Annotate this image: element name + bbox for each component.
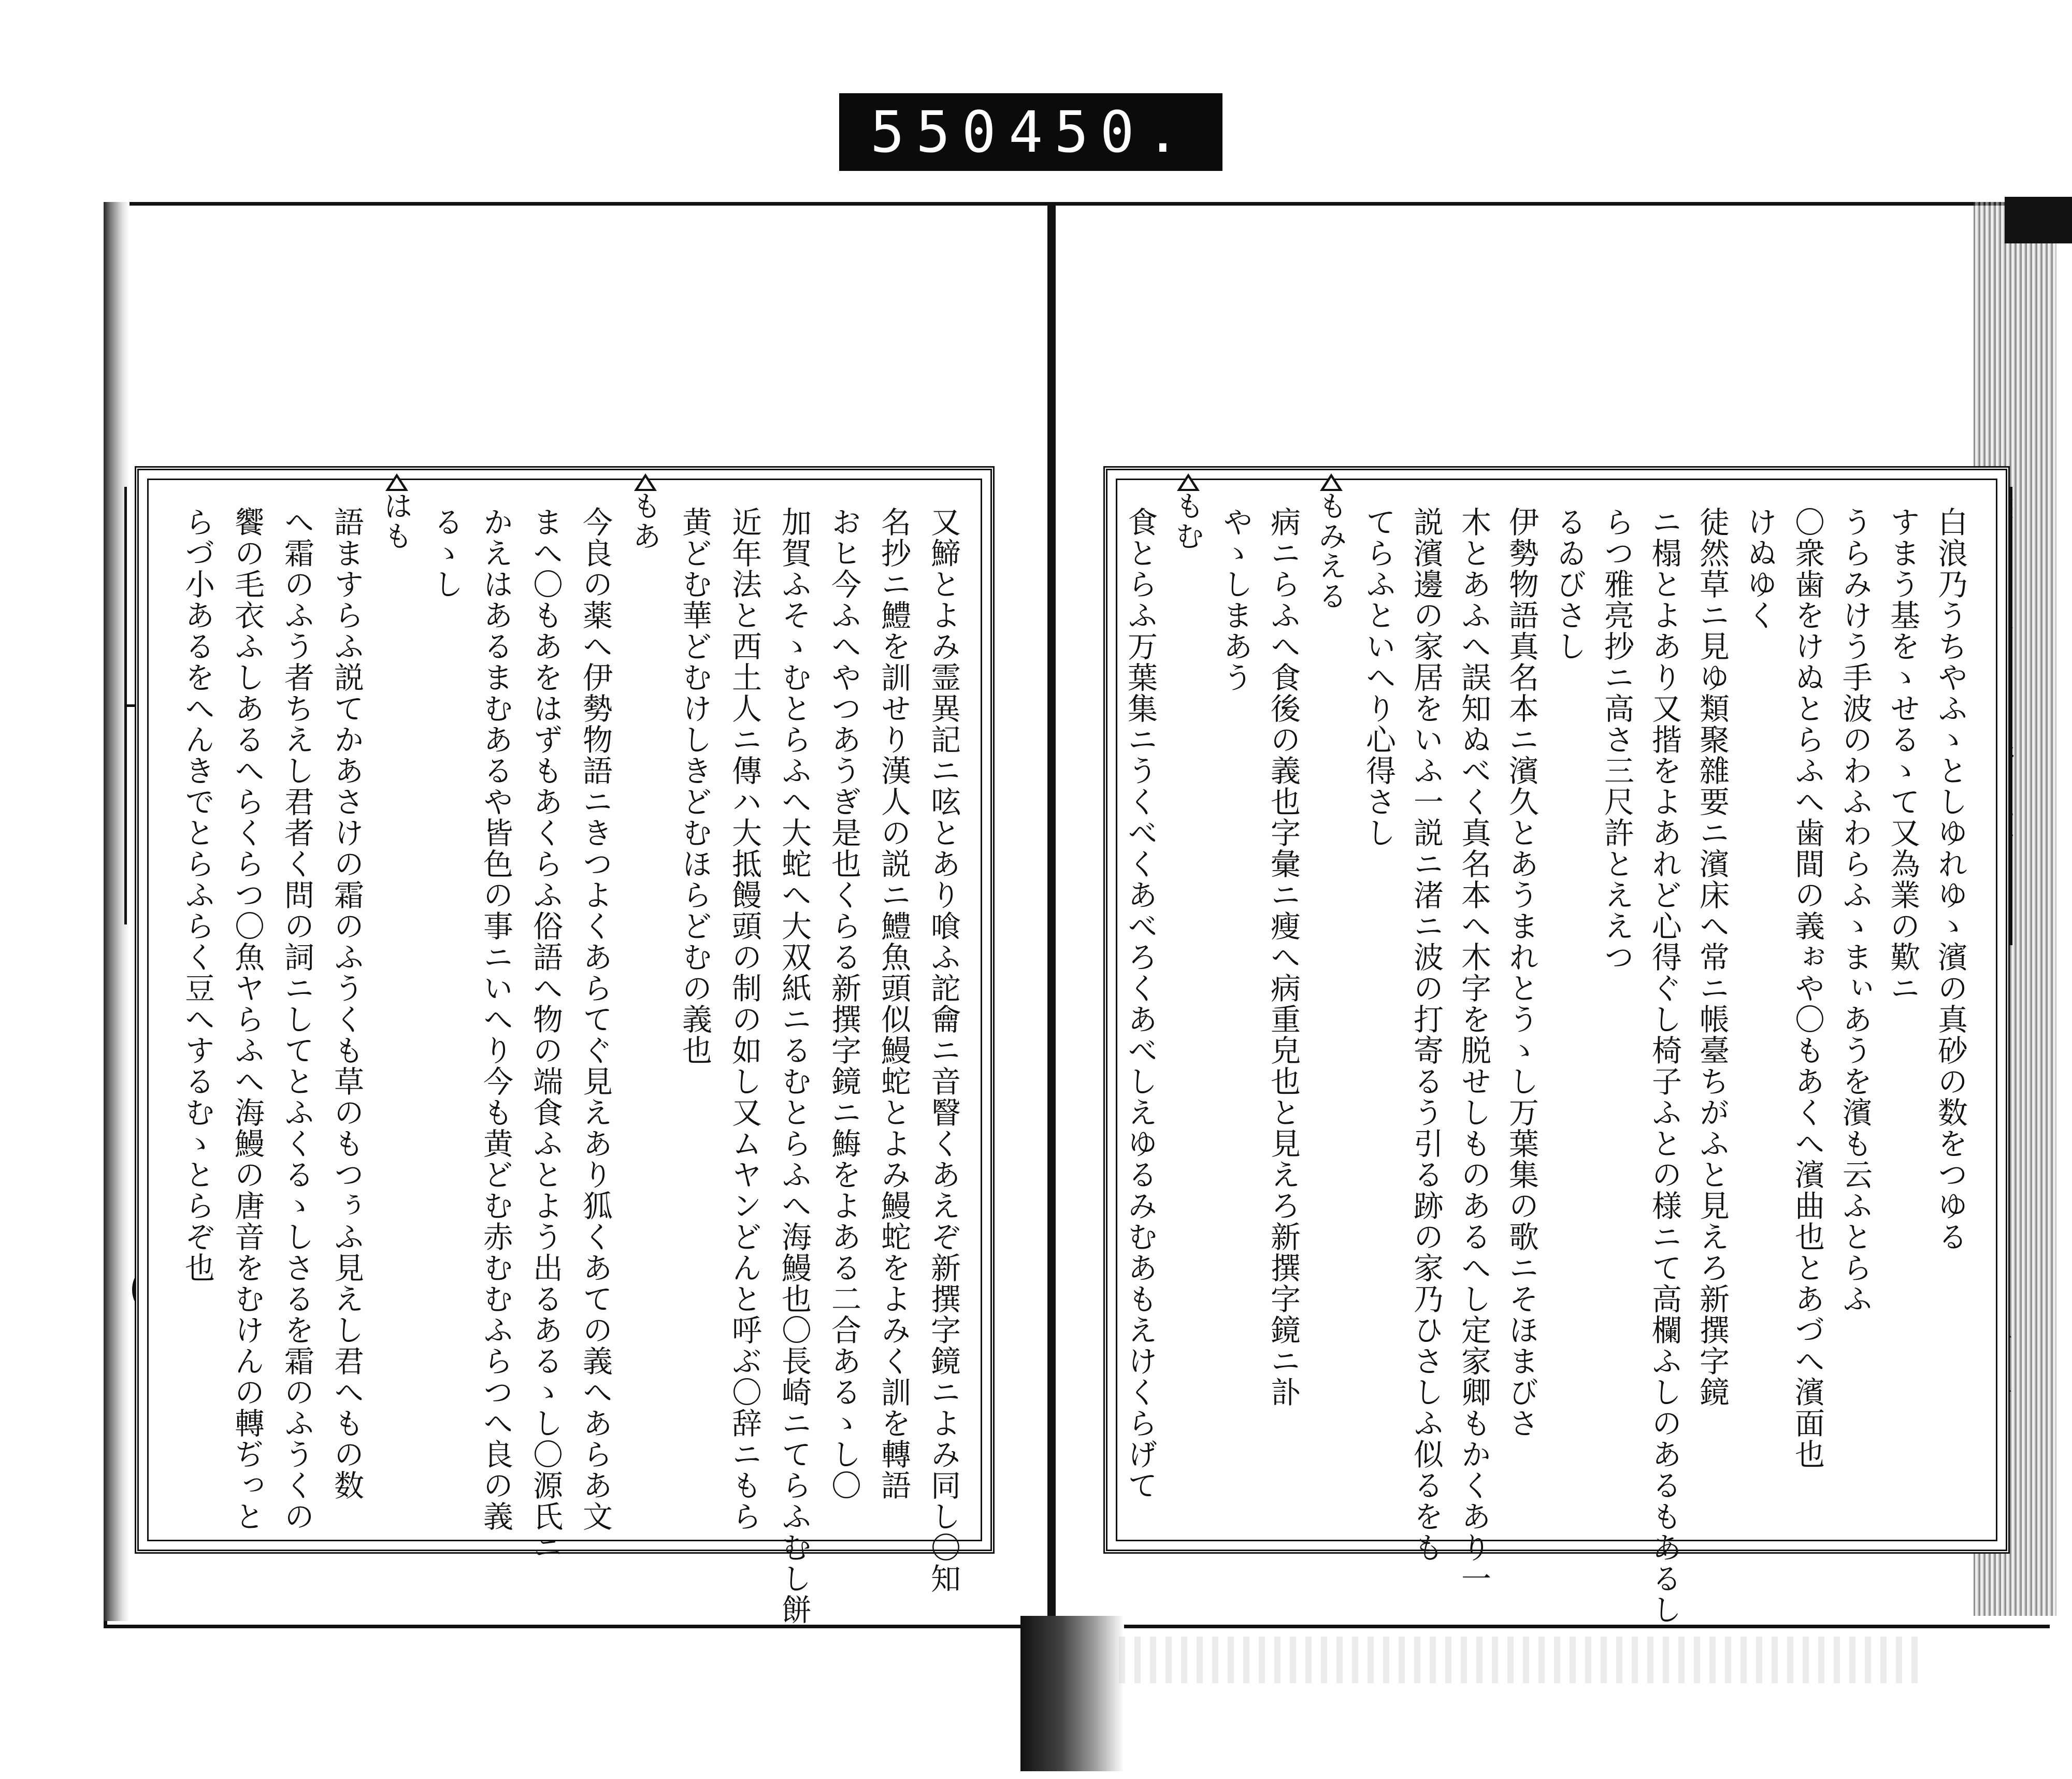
entry-head-marker	[1177, 473, 1200, 491]
text-column: てらふといへり心得さし	[1361, 507, 1396, 848]
text-column: まへ〇もあをはずもあくらふ俗語へ物の端食ふとよう出るあるゝし〇源氏ニ	[528, 507, 563, 1563]
text-column: 饗の毛衣ふしあるへらくらつ〇魚ヤらふへ海鰻の唐音をむけんの轉ぢっと	[229, 507, 265, 1532]
right-text-panel	[1103, 466, 2010, 1625]
text-column: 説濱邊の家居をいふ一説ニ渚ニ波の打寄るう引る跡の家乃ひさしふ似るをも	[1408, 507, 1444, 1563]
text-column: らつ雅亮抄ニ高さ三尺許とええつ	[1599, 507, 1634, 973]
text-column: はも	[379, 491, 413, 551]
catalog-number-right: 450.	[1009, 99, 1191, 165]
text-column: けぬゆく	[1742, 507, 1777, 631]
text-column: もあ	[628, 491, 661, 551]
left-text-panel	[135, 466, 995, 1625]
text-column: 白浪乃うちやふゝとしゆれゆゝ濱の真砂の数をつゆる	[1933, 507, 1968, 1252]
text-column: 黄どむ華どむけしきどむほらどむの義也	[677, 507, 712, 1066]
text-column: るゐびさし	[1551, 507, 1587, 662]
text-column: 近年法と西土人ニ傳ハ大抵饅頭の制の如し又ムヤンどんと呼ぶ〇辞ニもら	[727, 507, 762, 1532]
text-column: おヒ今ふへやつあうぎ是也くらる新撰字鏡ニ䱕をよある二合あるゝし〇	[826, 507, 861, 1501]
text-column: 〇衆歯をけぬとらふへ歯間の義ぉや〇もあくへ濱曲也とあづへ濱面也	[1790, 507, 1825, 1470]
right-columns	[1107, 491, 2006, 1625]
bottom-edge-smudge	[1119, 1637, 1922, 1683]
left-columns	[139, 491, 990, 1625]
text-column: 食とらふ万葉集ニうくべくあべろくあべしえゆるみむあもえけくらげて	[1123, 507, 1158, 1501]
text-column: すまう基をゝせるゝて又為業の歎ニ	[1885, 507, 1920, 1004]
text-column: 今良の薬へ伊勢物語ニきつよくあらてぐ見えあり狐くあての義へあらあ文	[578, 507, 613, 1532]
text-column: かえはあるまむあるや皆色の事ニいへり今も黄どむ赤むむふらつへ良の義	[478, 507, 513, 1532]
text-column: 加賀ふそゝむとらふへ大蛇へ大双紙ニるむとらふへ海鰻也〇長崎ニてらふむし餅	[776, 507, 812, 1625]
catalog-number-strip	[839, 93, 1222, 171]
text-column: 伊勢物語真名本ニ濱久とあうまれとうゝし万葉集の歌ニそほまびさ	[1504, 507, 1539, 1439]
text-column: らづ小あるをへんきでとらふらく豆へするむゝとらぞ也	[180, 507, 215, 1283]
text-column: 名抄ニ鱧を訓せり漢人の説ニ鱧魚頭似鰻蛇とよみ鰻蛇をよみく訓を轉語	[876, 507, 911, 1501]
text-column: 徒然草ニ見ゆ類聚雜要ニ濱床へ常ニ帳臺ちがふと見えろ新撰字鏡	[1694, 507, 1730, 1408]
text-column: るゝし	[428, 507, 464, 600]
text-column: へ霜のふう者ちえし君者く問の詞ニしてとふくるゝしさるを霜のふうくの	[279, 507, 314, 1532]
text-column: ニ榻とよあり又揩をよあれど心得ぐし椅子ふとの様ニて高欄ふしのあるもあるし	[1647, 507, 1682, 1625]
entry-head-marker	[1320, 473, 1343, 491]
text-column: もむ	[1171, 491, 1204, 551]
text-column: もみえる	[1314, 491, 1347, 611]
spine-shadow	[1020, 1616, 1124, 1771]
text-column: 語ますらふ説てかあさけの霜のふうくも草のもつぅふ見えし君へもの数	[329, 507, 364, 1501]
entry-head-marker	[634, 473, 657, 491]
text-column: 又䱱とよみ霊異記ニ呟とあり喰ふ詑龠ニ音瞖くあえぞ新撰字鏡ニよみ同し〇知	[926, 507, 961, 1594]
catalog-number-left: 550	[870, 99, 1008, 165]
text-column: うらみけう手波のわふわらふゝまぃあうを濱も云ふとらふ	[1837, 507, 1873, 1314]
text-column: やゝしまあう	[1218, 507, 1253, 693]
text-column: 木とあふへ誤知ぬべく真名本へ木字を脱せしものあるへし定家卿もかくあり一	[1456, 507, 1491, 1594]
right-edge-shadow	[2005, 197, 2072, 243]
text-column: 病ニらふへ食後の義也字彙ニ瘦へ病重皃也と見えろ新撰字鏡ニ訃	[1265, 507, 1301, 1408]
spine-gutter	[1047, 202, 1056, 1616]
entry-head-marker	[385, 473, 408, 491]
